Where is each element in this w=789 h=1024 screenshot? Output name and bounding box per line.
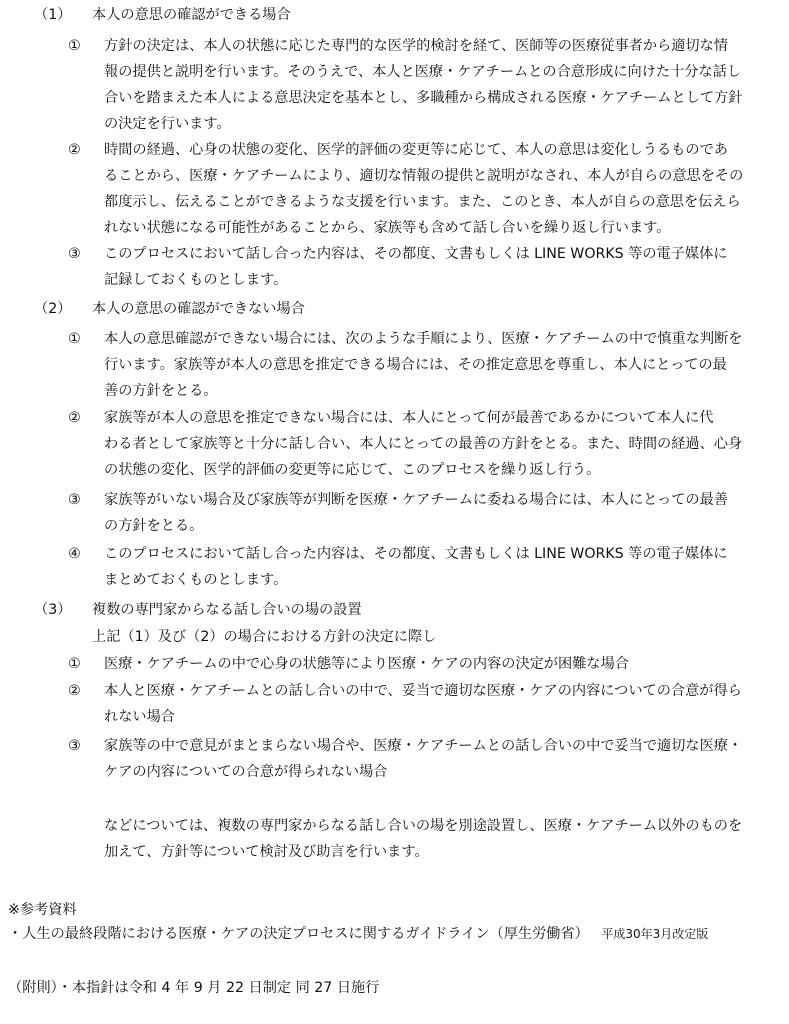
reference-item: [8, 921, 708, 947]
item-line: 本人の意思確認ができない場合には、次のような手順により、医療・ケアチームの中で慎重な判断を: [104, 331, 743, 347]
item-line: 家族等が本人の意思を推定できない場合には、本人にとって何が最善であるかについて本人に代: [104, 410, 714, 426]
item-line: 都度示し、伝えることができるような支援を行います。また、このとき、本人が自らの意思を伝えら: [104, 194, 741, 210]
item-line: このプロセスにおいて話し合った内容は、その都度、文書もしくは LINE WORKS 等の電子媒体に: [104, 546, 728, 562]
section-number: （2）: [34, 301, 72, 317]
item-line: 記録しておくものとします。: [104, 272, 288, 288]
item-number: ④: [68, 546, 81, 562]
item-number: ②: [68, 142, 81, 158]
item-number: ①: [68, 331, 81, 347]
section-number: （1）: [34, 7, 72, 23]
item-number: ③: [68, 246, 81, 262]
item-line: 家族等がいない場合及び家族等が判断を医療・ケアチームに委ねる場合には、本人にとっての最善: [104, 492, 728, 508]
section-number: （3）: [34, 602, 72, 618]
item-line: ケアの内容についての合意が得られない場合: [104, 764, 388, 780]
item-line: の決定を行います。: [104, 116, 231, 132]
section-title: 本人の意思の確認ができない場合: [92, 301, 305, 317]
item-line: まとめておくものとします。: [104, 572, 288, 588]
item-line: 合いを踏まえた本人による意思決定を基本とし、多職種から構成される医療・ケアチームとして方針: [104, 90, 743, 106]
item-line: わる者として家族等と十分に話し合い、本人にとっての最善の方針をとる。また、時間の経過、心身: [104, 436, 743, 452]
item-line: 家族等の中で意見がまとまらない場合や、医療・ケアチームとの話し合いの中で妥当で適切な医療・: [104, 738, 743, 754]
item-line: 時間の経過、心身の状態の変化、医学的評価の変更等に応じて、本人の意思は変化しうるものであ: [104, 142, 728, 158]
item-line: 善の方針をとる。: [104, 383, 218, 399]
item-line: このプロセスにおいて話し合った内容は、その都度、文書もしくは LINE WORKS 等の電子媒体に: [104, 246, 728, 262]
section-title: 本人の意思の確認ができる場合: [92, 7, 291, 23]
item-number: ③: [68, 738, 81, 754]
section-title: 複数の専門家からなる話し合いの場の設置: [92, 602, 362, 618]
item-line: 本人と医療・ケアチームとの話し合いの中で、妥当で適切な医療・ケアの内容についての合意が得ら: [104, 683, 742, 699]
item-line: ることから、医療・ケアチームにより、適切な情報の提供と説明がなされ、本人が自らの意思をその: [104, 168, 744, 184]
item-line: の状態の変化、医学的評価の変更等に応じて、このプロセスを繰り返し行う。: [104, 462, 601, 478]
item-number: ②: [68, 410, 81, 426]
reference-title: ・人生の最終段階における医療・ケアの決定プロセスに関するガイドライン（厚生労働省）: [8, 926, 589, 942]
item-line: れない状態になる可能性があることから、家族等も含めて話し合いを繰り返し行います。: [104, 220, 671, 236]
section-intro: 上記（1）及び（2）の場合における方針の決定に際し: [92, 629, 437, 645]
item-line: 医療・ケアチームの中で心身の状態等により医療・ケアの内容の決定が困難な場合: [104, 656, 629, 672]
item-line: 行います。家族等が本人の意思を推定できる場合には、その推定意思を尊重し、本人にとっての最: [104, 357, 727, 373]
item-number: ②: [68, 683, 81, 699]
item-line: 方針の決定は、本人の状態に応じた専門的な医学的検討を経て、医師等の医療従事者から適切な情: [104, 38, 728, 54]
closing-line: などについては、複数の専門家からなる話し合いの場を別途設置し、医療・ケアチーム以外のものを: [104, 818, 743, 834]
item-line: 報の提供と説明を行います。そのうえで、本人と医療・ケアチームとの合意形成に向けた十分な話し: [104, 64, 742, 80]
references-heading: ※参考資料: [8, 902, 77, 918]
closing-line: 加えて、方針等について検討及び助言を行います。: [104, 844, 429, 860]
item-number: ③: [68, 492, 81, 508]
item-number: ①: [68, 38, 81, 54]
item-number: ①: [68, 656, 81, 672]
appendix-line: （附則）・本指針は令和 4 年 9 月 22 日制定 同 27 日施行: [8, 980, 380, 996]
item-line: れない場合: [104, 709, 175, 725]
item-line: の方針をとる。: [104, 518, 204, 534]
reference-note: 平成30年3月改定版: [601, 927, 709, 941]
